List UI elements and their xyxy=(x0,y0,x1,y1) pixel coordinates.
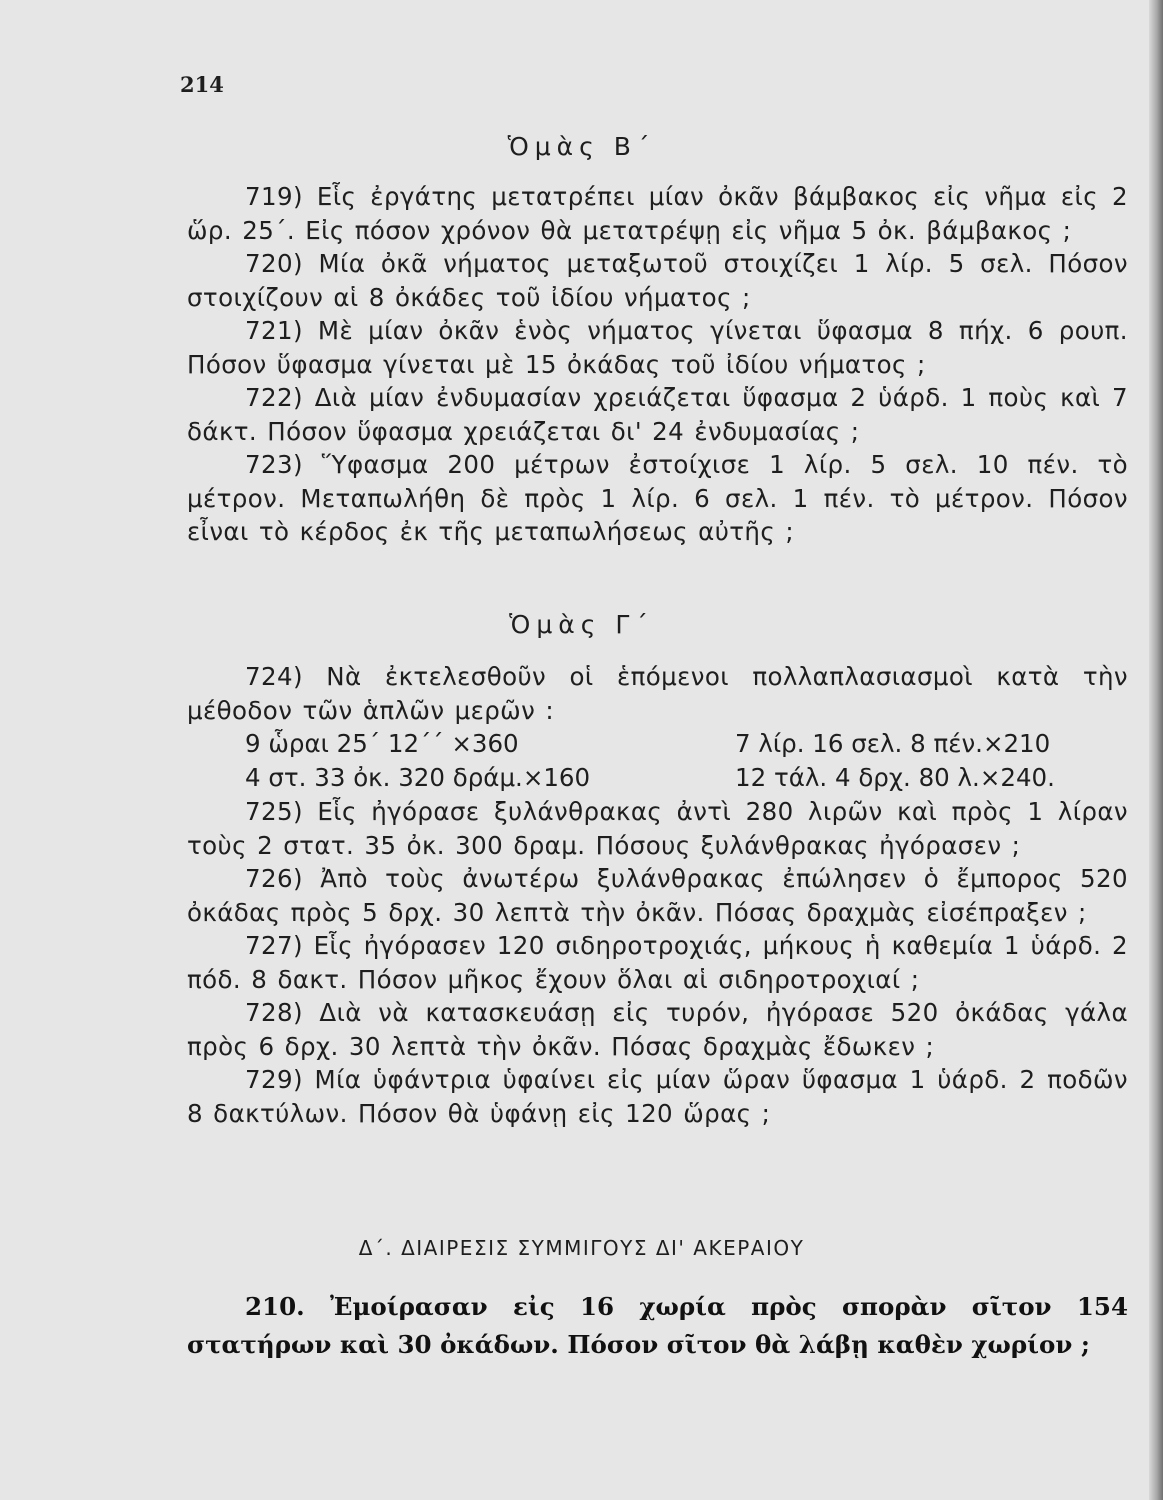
multiplication-row xyxy=(187,761,1128,795)
problem-722: 722) Διὰ μίαν ἐνδυμασίαν χρειάζεται ὕφασμα 2 ὑάρδ. 1 ποὺς καὶ 7 δάκτ. Πόσον ὕφασμα χρειάζεται δι' 24 ἐνδυμασίας ; xyxy=(187,383,1128,446)
multiplication-right: 12 τάλ. 4 δρχ. 80 λ.×240. xyxy=(735,763,1055,792)
problem-721: 721) Μὲ μίαν ὀκᾶν ἑνὸς νήματος γίνεται ὕφασμα 8 πήχ. 6 ρουπ. Πόσον ὕφασμα γίνεται μὲ 15 ὀκάδας τοῦ ἰδίου νήματος ; xyxy=(187,316,1128,379)
multiplication-right: 7 λίρ. 16 σελ. 8 πέν.×210 xyxy=(735,729,1051,758)
example-210: 210. Ἐμοίρασαν εἰς 16 χωρία πρὸς σπορὰν σῖτον 154 στατήρων καὶ 30 ὀκάδων. Πόσον σῖτον θὰ λάβῃ καθὲν χωρίον ; xyxy=(187,1292,1128,1359)
problem-list-b xyxy=(187,180,1128,549)
problem-723: 723) Ὕφασμα 200 μέτρων ἐστοίχισε 1 λίρ. 5 σελ. 10 πέν. τὸ μέτρον. Μεταπωλήθη δὲ πρὸς 1 λίρ. 6 σελ. 1 πέν. τὸ μέτρον. Πόσον εἶναι τὸ κέρδος ἐκ τῆς μεταπωλήσεως αὐτῆς ; xyxy=(187,450,1128,546)
problem-724-intro: 724) Νὰ ἐκτελεσθοῦν οἱ ἑπόμενοι πολλαπλασιασμοὶ κατὰ τὴν μέθοδον τῶν ἁπλῶν μερῶν : xyxy=(187,662,1128,725)
multiplication-left: 4 στ. 33 ὀκ. 320 δράμ.×160 xyxy=(245,763,591,792)
group-b-heading: Ὁμὰς Β΄ xyxy=(507,132,656,161)
multiplication-left: 9 ὧραι 25΄ 12΄΄ ×360 xyxy=(245,729,519,758)
problem-list-c xyxy=(187,660,1128,1130)
problem-725: 725) Εἷς ἠγόρασε ξυλάνθρακας ἀντὶ 280 λιρῶν καὶ πρὸς 1 λίραν τοὺς 2 στατ. 35 ὀκ. 300 δραμ. Πόσους ξυλάνθρακας ἠγόρασεν ; xyxy=(187,797,1128,860)
problem-720: 720) Μία ὀκᾶ νήματος μεταξωτοῦ στοιχίζει 1 λίρ. 5 σελ. Πόσον στοιχίζουν αἱ 8 ὀκάδες τοῦ ἰδίου νήματος ; xyxy=(187,249,1128,312)
problem-726: 726) Ἀπὸ τοὺς ἀνωτέρω ξυλάνθρακας ἐπώλησεν ὁ ἔμπορος 520 ὀκάδας πρὸς 5 δρχ. 30 λεπτὰ τὴν ὀκᾶν. Πόσας δραχμὰς εἰσέπραξεν ; xyxy=(187,864,1128,927)
group-c-heading: Ὁμὰς Γ΄ xyxy=(509,610,654,639)
problem-729: 729) Μία ὑφάντρια ὑφαίνει εἰς μίαν ὥραν ὕφασμα 1 ὑάρδ. 2 ποδῶν 8 δακτύλων. Πόσον θὰ ὑφάνῃ εἰς 120 ὥρας ; xyxy=(187,1065,1128,1128)
problem-719: 719) Εἷς ἐργάτης μετατρέπει μίαν ὀκᾶν βάμβακος εἰς νῆμα εἰς 2 ὥρ. 25΄. Εἰς πόσον χρόνον θὰ μετατρέψῃ εἰς νῆμα 5 ὀκ. βάμβακος ; xyxy=(187,182,1128,245)
book-spine-edge xyxy=(1149,0,1163,1500)
page-number: 214 xyxy=(180,72,224,97)
section-heading: Δ΄. ΔΙΑΙΡΕΣΙΣ ΣΥΜΜΙΓΟΥΣ ΔΙ' ΑΚΕΡΑΙΟΥ xyxy=(358,1236,805,1260)
problem-727: 727) Εἷς ἠγόρασεν 120 σιδηροτροχιάς, μήκους ἡ καθεμία 1 ὑάρδ. 2 πόδ. 8 δακτ. Πόσον μῆκος ἔχουν ὅλαι αἱ σιδηροτροχιαί ; xyxy=(187,931,1128,994)
problem-728: 728) Διὰ νὰ κατασκευάσῃ εἰς τυρόν, ἠγόρασε 520 ὀκάδας γάλα πρὸς 6 δρχ. 30 λεπτὰ τὴν ὀκᾶν. Πόσας δραχμὰς ἔδωκεν ; xyxy=(187,998,1128,1061)
multiplication-row xyxy=(187,727,1128,761)
